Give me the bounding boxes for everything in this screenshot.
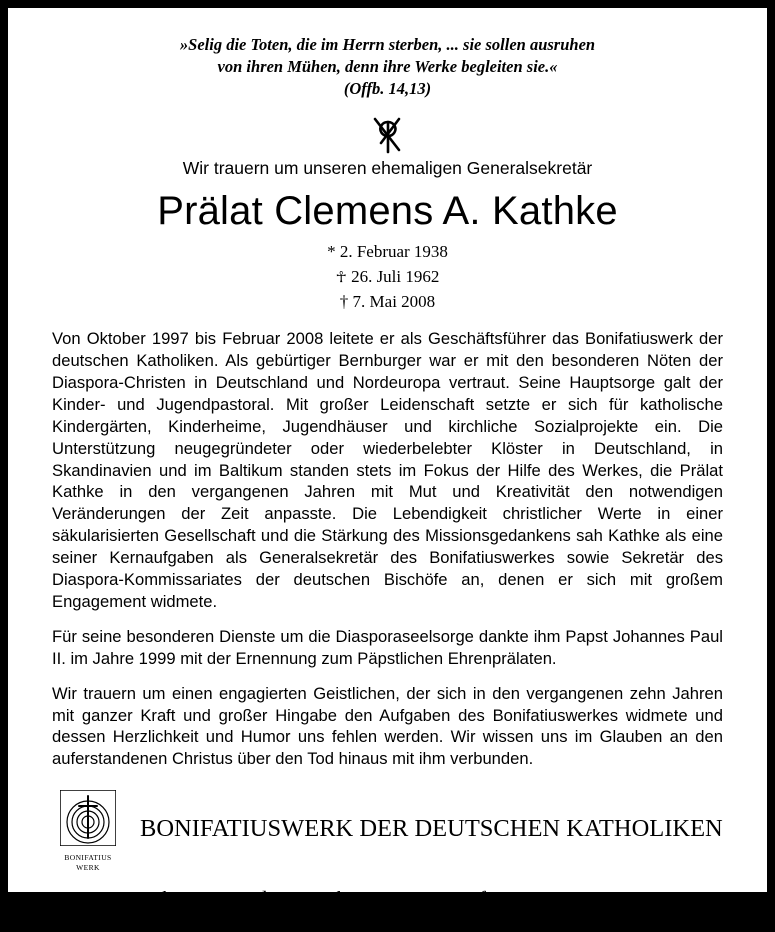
signatory-name: Georg Freiherr von und zu Brenken (73, 887, 367, 910)
bonifatiuswerk-logo (52, 790, 124, 872)
scripture-line-2: von ihren Mühen, denn ihre Werke begleiten sie.« (217, 57, 558, 77)
chi-rho-icon (52, 112, 723, 154)
ordination-date-row (52, 265, 723, 290)
birth-date: 2. Februar 1938 (339, 242, 448, 262)
body-paragraph: Von Oktober 1997 bis Februar 2008 leitete er als Geschäftsführer das Bonifatiuswerk der deutschen Katholiken. Als gebürtiger Bernburger war er mit den besonderen Nöten der Diaspora-Christen in Deutschland und Nordeuropa vertraut. Seine Hauptsorge galt der Kinder- und Jugendpastoral. Mit großer Leidenschaft setzte er sich für katholische Kindergärten, Kinderheime, Jugendhäuser und kirchliche Sozialprojekte ein. Die Unterstützung neugegründeter oder wiederbelebter Klöster in Deutschland, in Skandinavien und im Baltikum standen stets im Fokus der Hilfe des Werkes, die Prälat Kathke in den vergangenen Jahren mit Mut und Kreativität den notwendigen Veränderungen der Zeit anpasste. Die Lebendigkeit christlicher Werte in einer säkularisierten Gesellschaft und die Stärkung des Missionsgedankens sah Kathke als eine seiner Kernaufgaben als Generalsekretär des Bonifatiuswerkes sowie Sekretär des Diaspora-Kommissariates der deutschen Bischöfe an, denen er sich mit großem Engagement widmete. (52, 329, 723, 611)
body-paragraph: Für seine besonderen Dienste um die Diasporaseelsorge dankte ihm Papst Johannes Paul II. im Jahre 1999 mit der Ernennung zum Päpstlichen Ehrenprälaten. (52, 626, 723, 668)
organisation-name: BONIFATIUSWERK DER DEUTSCHEN KATHOLIKEN (140, 815, 723, 843)
deceased-name: Prälat Clemens A. Kathke (157, 189, 618, 234)
logo-caption (52, 853, 124, 872)
signatory-role: Generalsekretär (504, 913, 606, 931)
death-date-row (52, 290, 723, 315)
organisation-row (52, 790, 723, 872)
obituary-body (52, 328, 723, 770)
obituary-footer (52, 790, 723, 932)
signatory (52, 888, 388, 932)
signatory-name: Pfarrer Georg Austen (467, 887, 643, 910)
body-paragraph: Wir trauern um einen engagierten Geistlichen, der sich in den vergangenen zehn Jahren mit ganzer Kraft und großer Hingabe den Aufgaben des Bonifatiuswerkes widmete und dessen Herzlichkeit und Humor uns fehlen werden. Wir wissen uns im Glauben an den auferstandenen Christus über den Tod hinaus mit ihm verbunden. (52, 683, 723, 769)
signatory (388, 888, 724, 932)
scripture-reference: (Offb. 14,13) (343, 79, 432, 99)
chalice-icon: ☥ (335, 267, 347, 286)
birth-symbol: * (327, 242, 336, 262)
scripture-quote (52, 34, 723, 100)
birth-date-row (52, 240, 723, 265)
mourning-line: Wir trauern um unseren ehemaligen Generalsekretär (182, 158, 593, 179)
obituary-card (8, 8, 767, 931)
scripture-line-1: »Selig die Toten, die im Herrn sterben, ... sie sollen ausruhen (179, 35, 596, 54)
logo-caption-line-1: BONIFATIUS (64, 853, 112, 863)
ordination-date: 26. Juli 1962 (351, 266, 440, 286)
death-symbol: † (339, 291, 349, 311)
signatories (52, 888, 723, 932)
life-dates (52, 240, 723, 314)
signatory-role: Präsident (189, 913, 250, 931)
logo-caption-line-2: WERK (76, 862, 100, 872)
death-date: 7. Mai 2008 (352, 291, 436, 311)
